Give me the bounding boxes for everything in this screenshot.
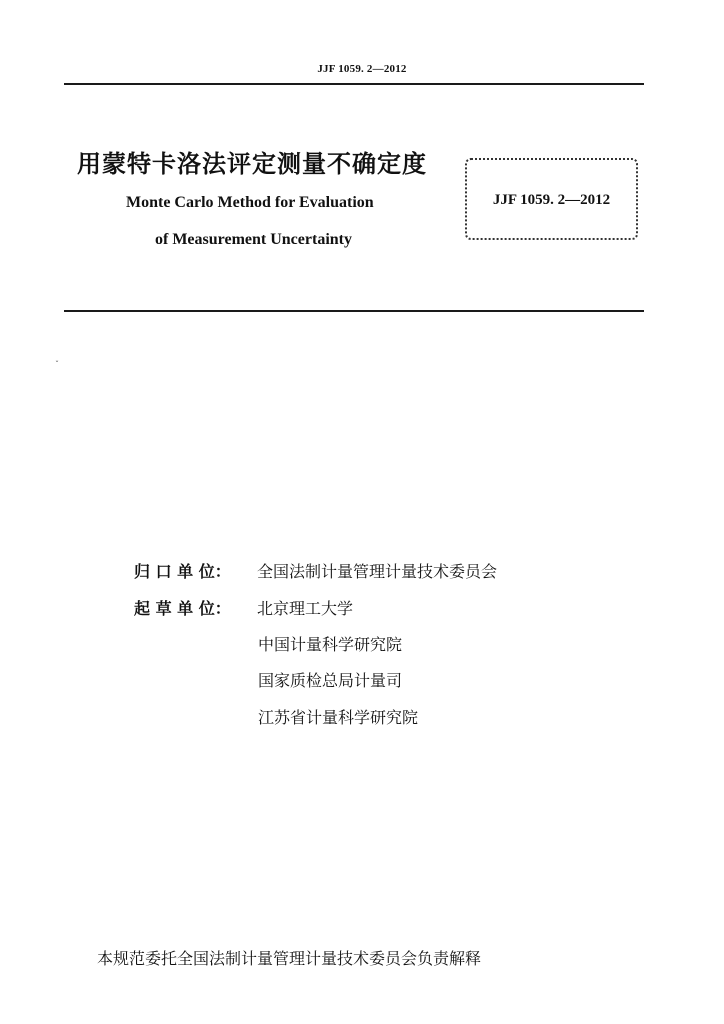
drafting-unit-item: 国家质检总局计量司 [258,671,403,690]
stray-mark: ˇ [55,360,59,369]
code-box [465,158,638,240]
centralizing-unit-value: 全国法制计量管理计量技术委员会 [257,562,498,581]
centralizing-unit-row [134,559,497,582]
drafting-unit-item: 中国计量科学研究院 [258,635,403,654]
top-rule [64,83,644,85]
drafting-unit-label: 起 草 单 位： [134,599,231,618]
title-chinese: 用蒙特卡洛法评定测量不确定度 [77,150,427,178]
title-english-line-1: Monte Carlo Method for Evaluation [126,194,374,211]
drafting-unit-item: 江苏省计量科学研究院 [258,708,419,727]
bottom-rule [64,310,644,312]
footer-note: 本规范委托全国法制计量管理计量技术委员会负责解释 [97,949,482,968]
centralizing-unit-label: 归 口 单 位： [134,562,231,581]
drafting-unit-value: 北京理工大学 [257,599,354,618]
title-english-line-2: of Measurement Uncertainty [155,231,352,248]
drafting-unit-row [134,596,353,619]
running-header-code: JJF 1059. 2—2012 [317,63,407,75]
code-box-text: JJF 1059. 2—2012 [492,192,611,208]
